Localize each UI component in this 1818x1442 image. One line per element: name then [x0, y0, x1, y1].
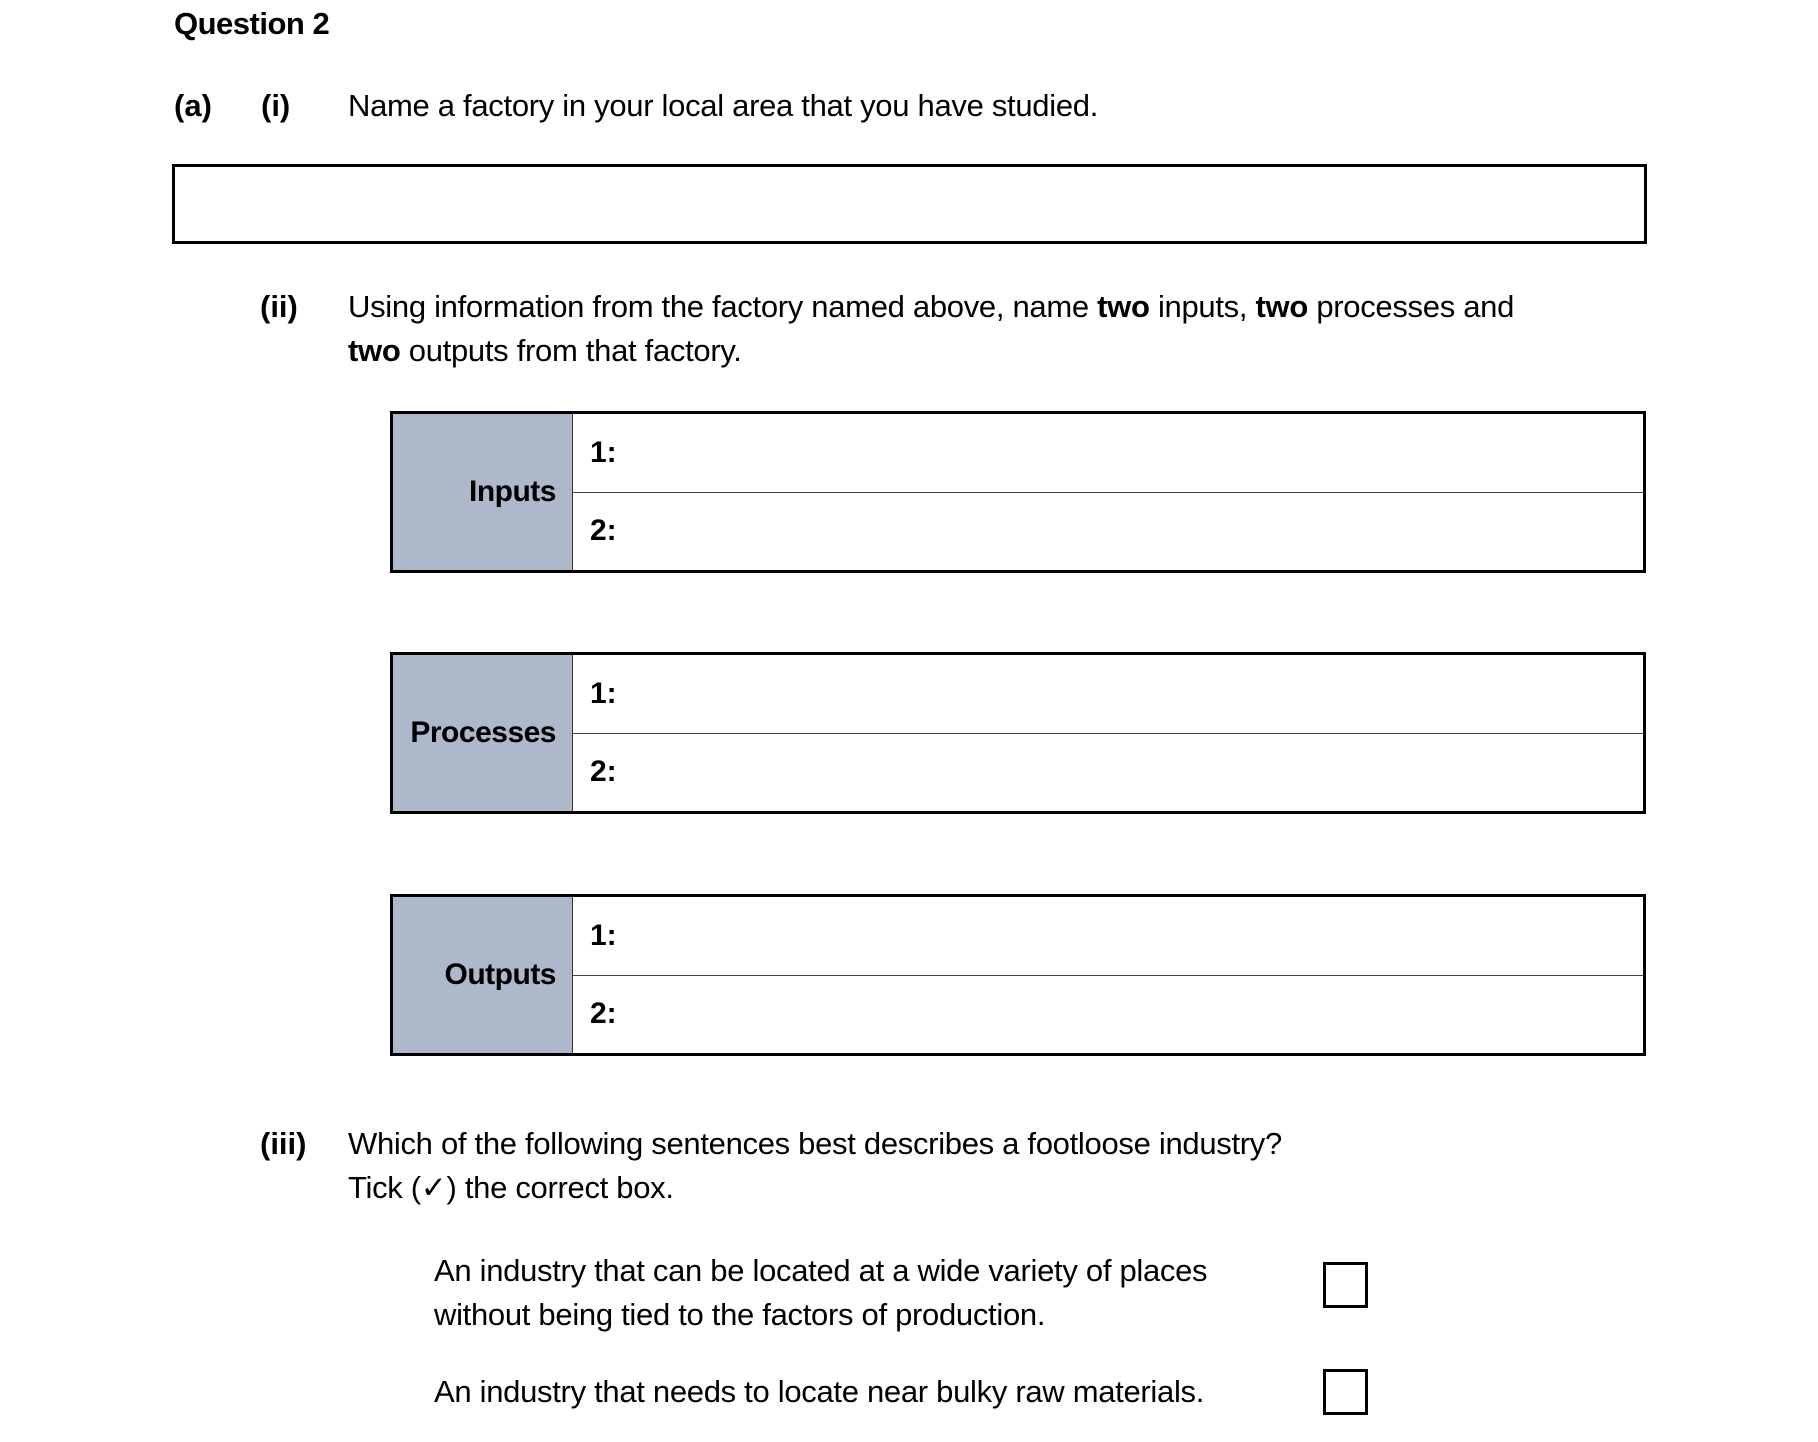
- option-1-checkbox[interactable]: [1323, 1262, 1368, 1308]
- question-title: Question 2: [174, 6, 330, 41]
- emphasis-two: two: [348, 333, 401, 368]
- row-number: 1:: [590, 918, 617, 952]
- processes-answer-row-1[interactable]: [573, 655, 1643, 733]
- sub-iii-label: (iii): [260, 1126, 307, 1161]
- inputs-label: Inputs: [393, 414, 573, 570]
- option-1-line-2: without being tied to the factors of production.: [434, 1297, 1046, 1332]
- processes-label: Processes: [393, 655, 573, 811]
- sub-i-prompt: Name a factory in your local area that you have studied.: [348, 88, 1099, 123]
- outputs-answer-row-2[interactable]: [573, 975, 1643, 1054]
- inputs-answer-row-2[interactable]: [573, 492, 1643, 571]
- sub-i-label: (i): [261, 88, 291, 123]
- factory-name-answer-box[interactable]: [172, 164, 1647, 244]
- outputs-answer-row-1[interactable]: [573, 897, 1643, 975]
- prompt-text: inputs,: [1149, 289, 1256, 324]
- sub-iii-prompt-line1: Which of the following sentences best describes a footloose industry?: [348, 1126, 1282, 1161]
- processes-answer-row-2[interactable]: [573, 733, 1643, 812]
- sub-ii-prompt-line2: [348, 333, 742, 369]
- row-number: 2:: [590, 514, 617, 548]
- option-1-line-1: An industry that can be located at a wide variety of places: [434, 1253, 1208, 1288]
- sub-iii-prompt-line2: Tick (✓) the correct box.: [348, 1170, 674, 1205]
- emphasis-two: two: [1097, 289, 1150, 324]
- processes-table: [390, 652, 1646, 814]
- row-number: 2:: [590, 997, 617, 1031]
- row-number: 1:: [590, 676, 617, 710]
- outputs-table: [390, 894, 1646, 1056]
- option-2-line-1: An industry that needs to locate near bulky raw materials.: [434, 1374, 1205, 1409]
- outputs-label: Outputs: [393, 897, 573, 1053]
- sub-ii-prompt-line1: [348, 289, 1514, 325]
- inputs-answer-row-1[interactable]: [573, 414, 1643, 492]
- row-number: 2:: [590, 755, 617, 789]
- prompt-text: processes and: [1308, 289, 1515, 324]
- emphasis-two: two: [1255, 289, 1308, 324]
- row-number: 1:: [590, 435, 617, 469]
- option-2-checkbox[interactable]: [1323, 1369, 1368, 1415]
- prompt-text: outputs from that factory.: [400, 333, 742, 368]
- prompt-text: Using information from the factory named above, name: [348, 289, 1098, 324]
- sub-ii-label: (ii): [260, 289, 298, 324]
- part-a-label: (a): [174, 88, 212, 123]
- inputs-table: [390, 411, 1646, 573]
